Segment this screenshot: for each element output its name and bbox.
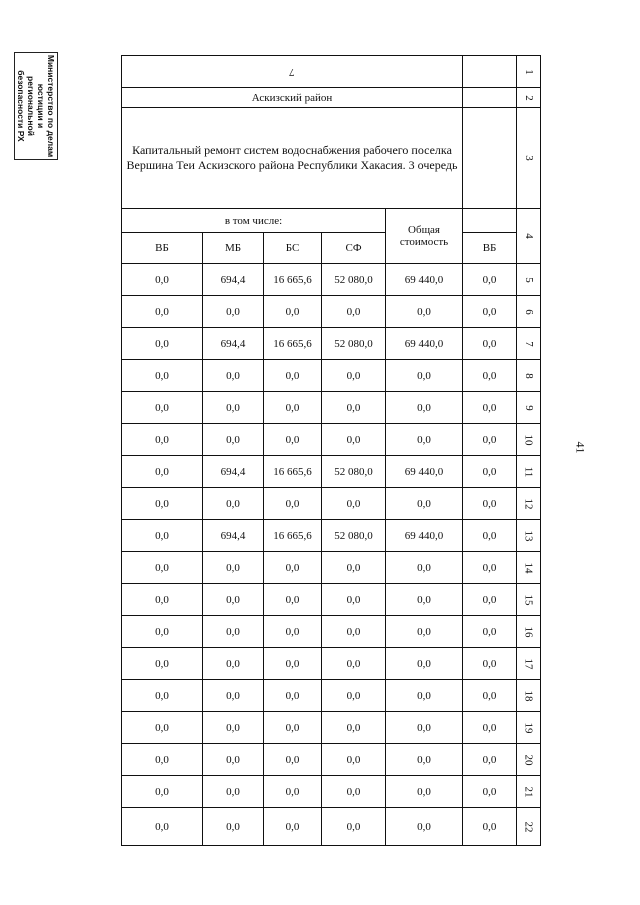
table-row (122, 520, 541, 552)
row-label: 22 (522, 821, 535, 832)
cell-total: 0,0 (386, 584, 463, 616)
cell-bs: 16 665,6 (264, 328, 322, 360)
cell-total: 0,0 (386, 744, 463, 776)
cell-total: 0,0 (386, 424, 463, 456)
table-row (122, 680, 541, 712)
row-label: 12 (522, 498, 535, 509)
empty-cell (463, 209, 517, 233)
table-row (122, 648, 541, 680)
row-label-cell (517, 56, 541, 88)
row-label-cell (517, 584, 541, 616)
cell-mb: 0,0 (203, 488, 264, 520)
stamp-line-1: Министерство по делам (46, 54, 56, 158)
row-label-cell (517, 488, 541, 520)
including-label-cell (122, 209, 386, 233)
cell-vb: 0,0 (122, 712, 203, 744)
cell-mb: 694,4 (203, 264, 264, 296)
cell-sf: 0,0 (322, 552, 386, 584)
column-number: 7 (289, 65, 295, 78)
table-row (122, 296, 541, 328)
cell-vb: 0,0 (122, 456, 203, 488)
cell-mb: 0,0 (203, 392, 264, 424)
cell-total: 0,0 (386, 616, 463, 648)
cell-vb-2: 0,0 (463, 808, 517, 846)
row-label: 21 (522, 786, 535, 797)
cell-bs: 0,0 (264, 808, 322, 846)
row-label-cell (517, 328, 541, 360)
cell-sf: 0,0 (322, 776, 386, 808)
row-label: 18 (522, 690, 535, 701)
row-label: 19 (522, 722, 535, 733)
total-header: Общая стоимость (399, 224, 449, 248)
row-label: 14 (522, 562, 535, 573)
cell-vb-2: 0,0 (463, 520, 517, 552)
cell-sf: 52 080,0 (322, 520, 386, 552)
header-bs: БС (264, 233, 322, 264)
cell-vb-2: 0,0 (463, 328, 517, 360)
row-label-cell (517, 680, 541, 712)
cell-sf: 0,0 (322, 424, 386, 456)
stamp-line-2: юстиции и региональной (26, 76, 46, 136)
cell-total: 0,0 (386, 296, 463, 328)
cell-vb-2: 0,0 (463, 264, 517, 296)
header-sf: СФ (322, 233, 386, 264)
row-label: 10 (522, 434, 535, 445)
cell-vb-2: 0,0 (463, 616, 517, 648)
cell-sf: 52 080,0 (322, 328, 386, 360)
cell-vb-2: 0,0 (463, 360, 517, 392)
cell-sf: 0,0 (322, 680, 386, 712)
row-label-cell (517, 648, 541, 680)
row-label-cell (517, 360, 541, 392)
row-label: 8 (522, 372, 535, 379)
cell-vb: 0,0 (122, 744, 203, 776)
cell-sf: 0,0 (322, 648, 386, 680)
cell-total: 0,0 (386, 488, 463, 520)
table-row (122, 712, 541, 744)
table-row (122, 488, 541, 520)
cell-vb: 0,0 (122, 808, 203, 846)
cell-total: 0,0 (386, 680, 463, 712)
row-label: 2 (522, 94, 535, 101)
empty-cell (463, 88, 517, 108)
cell-vb-2: 0,0 (463, 776, 517, 808)
cell-mb: 0,0 (203, 424, 264, 456)
cell-vb: 0,0 (122, 520, 203, 552)
cell-mb: 0,0 (203, 776, 264, 808)
row-label: 3 (522, 155, 535, 161)
cell-bs: 16 665,6 (264, 520, 322, 552)
cell-mb: 694,4 (203, 456, 264, 488)
row-label: 17 (522, 658, 535, 669)
cell-vb-2: 0,0 (463, 584, 517, 616)
cell-mb: 0,0 (203, 808, 264, 846)
cell-total: 0,0 (386, 808, 463, 846)
row-label-cell (517, 296, 541, 328)
cell-vb-2: 0,0 (463, 424, 517, 456)
cell-sf: 0,0 (322, 360, 386, 392)
cell-bs: 0,0 (264, 488, 322, 520)
cell-total: 69 440,0 (386, 328, 463, 360)
row-label: 9 (522, 404, 535, 411)
cell-sf: 0,0 (322, 584, 386, 616)
cell-vb-2: 0,0 (463, 744, 517, 776)
cell-total: 0,0 (386, 392, 463, 424)
cell-sf: 52 080,0 (322, 456, 386, 488)
cell-sf: 0,0 (322, 744, 386, 776)
cell-mb: 0,0 (203, 648, 264, 680)
cell-mb: 0,0 (203, 712, 264, 744)
empty-cell (463, 108, 517, 209)
row-label-cell (517, 424, 541, 456)
row-label-cell (517, 776, 541, 808)
cell-sf: 0,0 (322, 808, 386, 846)
cell-vb: 0,0 (122, 296, 203, 328)
row-label: 20 (522, 754, 535, 765)
row-label: 5 (522, 276, 535, 283)
cell-total: 0,0 (386, 552, 463, 584)
cell-mb: 0,0 (203, 552, 264, 584)
cell-sf: 52 080,0 (322, 264, 386, 296)
row-label-cell (517, 108, 541, 209)
cell-total: 0,0 (386, 712, 463, 744)
cell-bs: 0,0 (264, 616, 322, 648)
cell-vb: 0,0 (122, 264, 203, 296)
row-label-cell (517, 264, 541, 296)
header-mb: МБ (203, 233, 264, 264)
cell-bs: 0,0 (264, 392, 322, 424)
row-label-cell (517, 712, 541, 744)
table-row (122, 744, 541, 776)
project-title-cell (122, 108, 463, 209)
header-vb-2: ВБ (463, 233, 517, 264)
table-row (122, 616, 541, 648)
cell-sf: 0,0 (322, 712, 386, 744)
row-label: 11 (522, 466, 535, 477)
table-row (122, 360, 541, 392)
row-label: 15 (522, 594, 535, 605)
cell-vb-2: 0,0 (463, 712, 517, 744)
cell-vb: 0,0 (122, 584, 203, 616)
table-row (122, 392, 541, 424)
cell-bs: 16 665,6 (264, 264, 322, 296)
cell-vb: 0,0 (122, 552, 203, 584)
cell-bs: 0,0 (264, 712, 322, 744)
page-number: 41 (573, 441, 588, 454)
budget-table (121, 55, 541, 846)
row-label-cell (517, 520, 541, 552)
cell-mb: 0,0 (203, 584, 264, 616)
cell-vb-2: 0,0 (463, 488, 517, 520)
cell-sf: 0,0 (322, 488, 386, 520)
cell-vb: 0,0 (122, 328, 203, 360)
row-label: 13 (522, 530, 535, 541)
cell-vb-2: 0,0 (463, 296, 517, 328)
row-label-cell (517, 808, 541, 846)
cell-vb-2: 0,0 (463, 552, 517, 584)
row-label-cell (517, 392, 541, 424)
table-row (122, 328, 541, 360)
row-label: 7 (522, 340, 535, 347)
table-row (122, 552, 541, 584)
row-label: 6 (522, 308, 535, 315)
cell-total: 0,0 (386, 648, 463, 680)
cell-vb: 0,0 (122, 392, 203, 424)
row-label-cell (517, 209, 541, 264)
cell-mb: 0,0 (203, 616, 264, 648)
cell-bs: 0,0 (264, 424, 322, 456)
cell-vb: 0,0 (122, 616, 203, 648)
cell-mb: 0,0 (203, 744, 264, 776)
empty-cell (463, 56, 517, 88)
cell-sf: 0,0 (322, 296, 386, 328)
cell-total: 69 440,0 (386, 520, 463, 552)
cell-bs: 0,0 (264, 648, 322, 680)
cell-sf: 0,0 (322, 392, 386, 424)
table-row (122, 776, 541, 808)
table-row (122, 808, 541, 846)
cell-bs: 0,0 (264, 296, 322, 328)
cell-bs: 0,0 (264, 776, 322, 808)
row-label: 1 (522, 68, 535, 75)
row-label: 4 (522, 233, 535, 239)
stamp-line-3: безопасности РХ (16, 70, 26, 142)
cell-mb: 0,0 (203, 680, 264, 712)
district-name: Аскизский район (251, 91, 333, 104)
cell-vb-2: 0,0 (463, 680, 517, 712)
total-header-cell (386, 209, 463, 264)
cell-vb: 0,0 (122, 776, 203, 808)
row-label-cell (517, 88, 541, 108)
cell-vb: 0,0 (122, 680, 203, 712)
cell-mb: 694,4 (203, 520, 264, 552)
district-cell (122, 88, 463, 108)
including-label: в том числе: (224, 214, 283, 227)
project-title: Капитальный ремонт систем водоснабжения рабочего поселка Вершина Теи Аскизского района Республики Хакасия. 3 очередь (126, 143, 458, 172)
row-label-cell (517, 616, 541, 648)
cell-total: 69 440,0 (386, 264, 463, 296)
cell-mb: 694,4 (203, 328, 264, 360)
cell-vb: 0,0 (122, 488, 203, 520)
cell-bs: 16 665,6 (264, 456, 322, 488)
cell-bs: 0,0 (264, 744, 322, 776)
cell-sf: 0,0 (322, 616, 386, 648)
cell-vb-2: 0,0 (463, 392, 517, 424)
cell-bs: 0,0 (264, 584, 322, 616)
cell-total: 69 440,0 (386, 456, 463, 488)
cell-bs: 0,0 (264, 680, 322, 712)
registration-stamp (14, 52, 58, 160)
row-label-cell (517, 552, 541, 584)
cell-total: 0,0 (386, 360, 463, 392)
cell-vb-2: 0,0 (463, 456, 517, 488)
cell-mb: 0,0 (203, 360, 264, 392)
table-row (122, 584, 541, 616)
table-row (122, 264, 541, 296)
cell-vb: 0,0 (122, 648, 203, 680)
cell-vb-2: 0,0 (463, 648, 517, 680)
cell-bs: 0,0 (264, 360, 322, 392)
row-label-cell (517, 456, 541, 488)
table-row (122, 456, 541, 488)
cell-mb: 0,0 (203, 296, 264, 328)
row-label-cell (517, 744, 541, 776)
cell-vb: 0,0 (122, 424, 203, 456)
cell-vb: 0,0 (122, 360, 203, 392)
table-row (122, 424, 541, 456)
cell-total: 0,0 (386, 776, 463, 808)
header-vb: ВБ (122, 233, 203, 264)
row-label: 16 (522, 626, 535, 637)
cell-bs: 0,0 (264, 552, 322, 584)
column-number-cell (122, 56, 463, 88)
